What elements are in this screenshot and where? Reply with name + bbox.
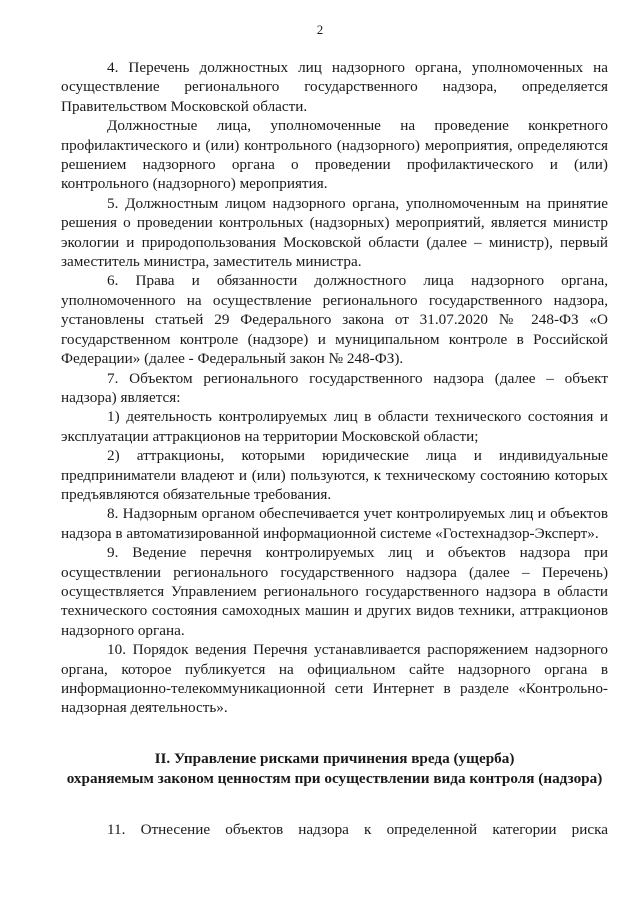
section-heading [61,749,608,789]
paragraph-9: 9. Ведение перечня контролируемых лиц и объектов надзора при осуществлении регионального государственного надзора (далее – Перечень) осуществляется Управлением регионального государственного надзора в области технического состояния самоходных машин и других видов техники, аттракционов надзорного органа. [61,544,608,639]
paragraph-11: 11. Отнесение объектов надзора к определенной категории риска [107,820,608,838]
paragraph-7-item-1: 1) деятельность контролируемых лиц в области технического состояния и эксплуатации аттракционов на территории Московской области; [61,408,608,445]
paragraph-8: 8. Надзорным органом обеспечивается учет контролируемых лиц и объектов надзора в автоматизированной информационной системе «Гостехнадзор-Эксперт». [61,505,608,542]
paragraph-7-item-2: 2) аттракционы, которыми юридические лица и индивидуальные предприниматели владеют и (или) пользуются, к техническому состоянию которых предъявляются обязательные требования. [61,447,608,503]
section-heading-line-1: II. Управление рисками причинения вреда (ущерба) [154,749,515,767]
paragraph-4-officials: Должностные лица, уполномоченные на проведение конкретного профилактического и (или) контрольного (надзорного) мероприятия, определяются решением надзорного органа о проведении профилактического и (или) контрольного (надзорного) мероприятия. [61,117,608,193]
document-body [61,58,608,839]
paragraph-4: 4. Перечень должностных лиц надзорного органа, уполномоченных на осуществление регионального государственного надзора, определяется Правительством Московской области. [61,59,608,115]
paragraph-5: 5. Должностным лицом надзорного органа, уполномоченным на принятие решения о проведении контрольных (надзорных) мероприятий, является министр экологии и природопользования Московской области (далее – министр), первый заместитель министра, заместитель министра. [61,194,608,271]
paragraph-10: 10. Порядок ведения Перечня устанавливается распоряжением надзорного органа, которое публикуется на официальном сайте надзорного органа в информационно-телекоммуникационной сети Интернет в разделе «Контрольно-надзорная деятельность». [61,641,608,717]
page-number: 2 [316,22,324,37]
paragraph-7: 7. Объектом регионального государственного надзора (далее – объект надзора) является: [61,369,608,406]
paragraph-6: 6. Права и обязанности должностного лица надзорного органа, уполномоченного на осуществление регионального государственного надзора, установлены статьей 29 Федерального закона от 31.07.2020 № 248-ФЗ «О государственном контроле (надзоре) и муниципальном контроле в Российской Федерации» (далее - Федеральный закон № 248-ФЗ). [61,272,608,368]
section-heading-line-2: охраняемым законом ценностям при осуществлении вида контроля (надзора) [66,769,603,787]
